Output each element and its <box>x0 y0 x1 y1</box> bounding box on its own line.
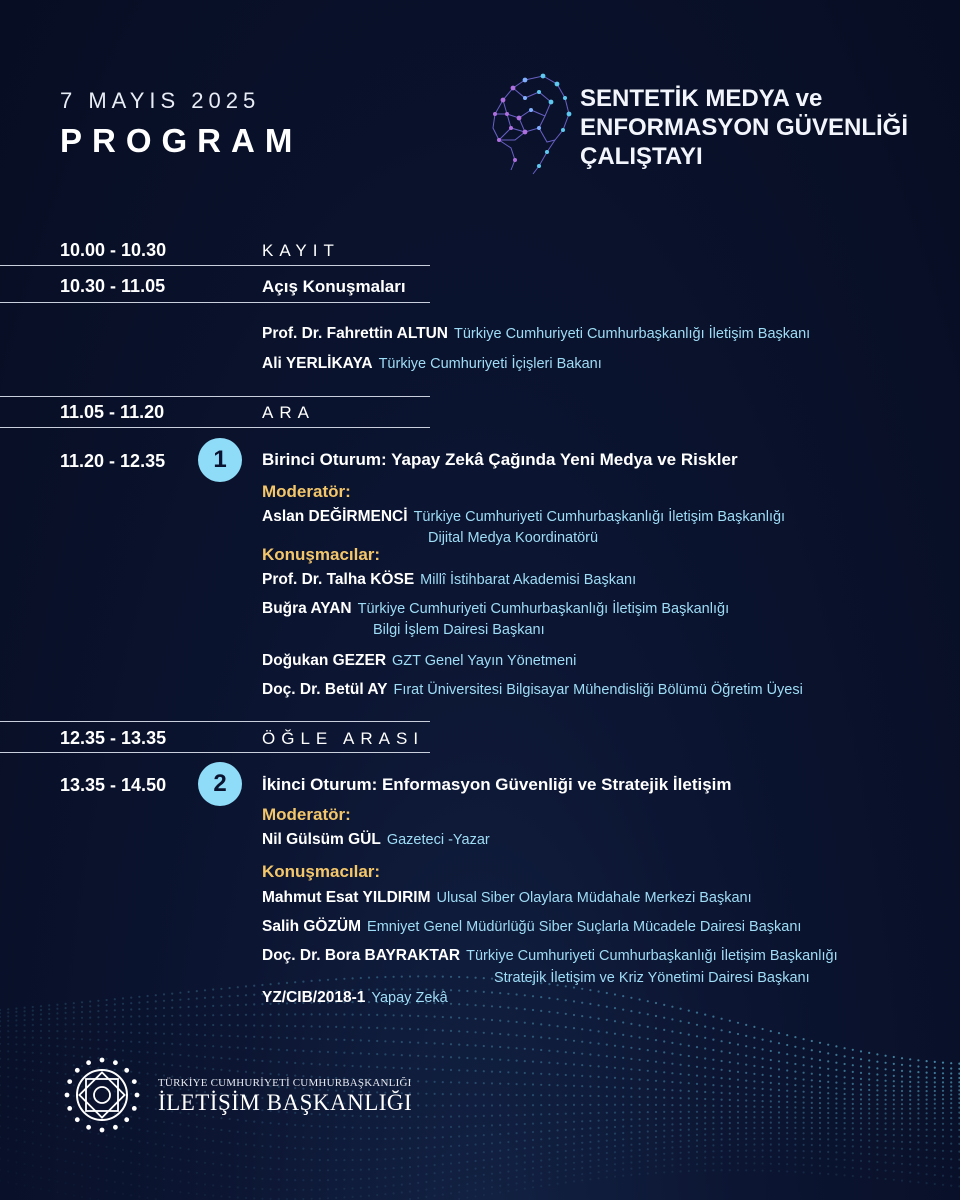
divider <box>0 721 430 722</box>
moderator-role: Gazeteci -Yazar <box>386 832 490 848</box>
speaker-name: Buğra AYAN <box>262 600 352 617</box>
speaker-name: Prof. Dr. Fahrettin ALTUN <box>262 325 448 342</box>
speaker-name: Prof. Dr. Talha KÖSE <box>262 571 415 588</box>
divider <box>0 427 430 428</box>
speaker-row <box>262 889 752 907</box>
speaker-name: Ali YERLİKAYA <box>262 355 373 372</box>
speaker-row <box>262 600 729 618</box>
speakers-heading: Konuşmacılar: <box>262 862 381 881</box>
label-ara: ARA <box>262 403 315 422</box>
moderator-heading: Moderatör: <box>262 805 351 824</box>
program-heading: PROGRAM <box>60 122 303 159</box>
speaker-name: Doğukan GEZER <box>262 652 387 669</box>
time-ara: 11.05 - 11.20 <box>60 402 165 422</box>
moderator-role-continued: Dijital Medya Koordinatörü <box>428 530 599 546</box>
divider <box>0 752 430 753</box>
speaker-role: Ulusal Siber Olaylara Müdahale Merkezi Başkanı <box>436 890 752 906</box>
dotted-wave-decoration <box>0 940 960 1200</box>
speaker-name: YZ/CIB/2018-1 <box>262 989 366 1006</box>
divider <box>0 265 430 266</box>
label-acilis: Açış Konuşmaları <box>262 277 406 296</box>
org-name-line-1: TÜRKİYE CUMHURİYETİ CUMHURBAŞKANLIĞI <box>158 1077 412 1089</box>
speaker-role: Fırat Üniversitesi Bilgisayar Mühendisliği Bölümü Öğretim Üyesi <box>393 682 803 698</box>
speaker-row <box>262 918 801 936</box>
speaker-row <box>262 325 810 343</box>
speaker-name: Salih GÖZÜM <box>262 918 362 935</box>
speaker-row <box>262 989 448 1007</box>
moderator-heading: Moderatör: <box>262 482 351 501</box>
time-ogle: 12.35 - 13.35 <box>60 728 167 748</box>
label-ogle: ÖĞLE ARASI <box>262 729 425 748</box>
ai-brain-logo-icon <box>485 70 577 178</box>
divider <box>0 302 430 303</box>
time-session-1: 11.20 - 12.35 <box>60 451 166 471</box>
speaker-row <box>262 571 636 589</box>
session-2-title: İkinci Oturum: Enformasyon Güvenliği ve Stratejik İletişim <box>262 775 732 794</box>
label-kayit: KAYIT <box>262 241 340 260</box>
moderator-name: Aslan DEĞİRMENCİ <box>262 508 408 525</box>
speaker-row <box>262 681 803 699</box>
speaker-role-continued: Bilgi İşlem Dairesi Başkanı <box>373 622 545 638</box>
speaker-row <box>262 355 602 373</box>
speaker-name: Mahmut Esat YILDIRIM <box>262 889 431 906</box>
moderator-role: Türkiye Cumhuriyeti Cumhurbaşkanlığı İletişim Başkanlığı <box>413 509 786 525</box>
time-session-2: 13.35 - 14.50 <box>60 775 167 795</box>
time-kayit: 10.00 - 10.30 <box>60 240 167 260</box>
presidency-communications-emblem-icon <box>62 1055 142 1135</box>
speaker-role: Türkiye Cumhuriyeti Cumhurbaşkanlığı İletişim Başkanı <box>454 326 811 342</box>
moderator-row <box>262 508 785 526</box>
session-number-badge: 2 <box>198 762 242 806</box>
speaker-role: GZT Genel Yayın Yönetmeni <box>392 653 577 669</box>
event-date: 7 MAYIS 2025 <box>60 88 261 113</box>
event-title-line-1: SENTETİK MEDYA ve <box>580 85 823 112</box>
speaker-role: Türkiye Cumhuriyeti Cumhurbaşkanlığı İletişim Başkanlığı <box>466 948 838 964</box>
speaker-role-continued: Stratejik İletişim ve Kriz Yönetimi Dairesi Başkanı <box>494 970 810 986</box>
moderator-row <box>262 831 490 849</box>
speaker-role: Millî İstihbarat Akademisi Başkanı <box>420 572 637 588</box>
event-title-line-3: ÇALIŞTAYI <box>580 143 703 170</box>
event-title-line-2: ENFORMASYON GÜVENLİĞİ <box>580 114 909 141</box>
org-name-line-2: İLETİŞİM BAŞKANLIĞI <box>158 1090 413 1115</box>
time-acilis: 10.30 - 11.05 <box>60 276 166 296</box>
speaker-row <box>262 947 838 965</box>
speakers-heading: Konuşmacılar: <box>262 545 381 564</box>
divider <box>0 396 430 397</box>
event-title <box>580 84 940 171</box>
speaker-role: Türkiye Cumhuriyeti İçişleri Bakanı <box>378 356 602 372</box>
session-number-badge: 1 <box>198 438 242 482</box>
speaker-name: Doç. Dr. Bora BAYRAKTAR <box>262 947 461 964</box>
speaker-role: Yapay Zekâ <box>371 990 448 1006</box>
speaker-role: Türkiye Cumhuriyeti Cumhurbaşkanlığı İletişim Başkanlığı <box>357 601 730 617</box>
moderator-name: Nil Gülsüm GÜL <box>262 831 381 848</box>
session-1-title: Birinci Oturum: Yapay Zekâ Çağında Yeni Medya ve Riskler <box>262 450 738 469</box>
speaker-row <box>262 652 576 670</box>
speaker-name: Doç. Dr. Betül AY <box>262 681 388 698</box>
speaker-role: Emniyet Genel Müdürlüğü Siber Suçlarla Mücadele Dairesi Başkanı <box>367 919 802 935</box>
